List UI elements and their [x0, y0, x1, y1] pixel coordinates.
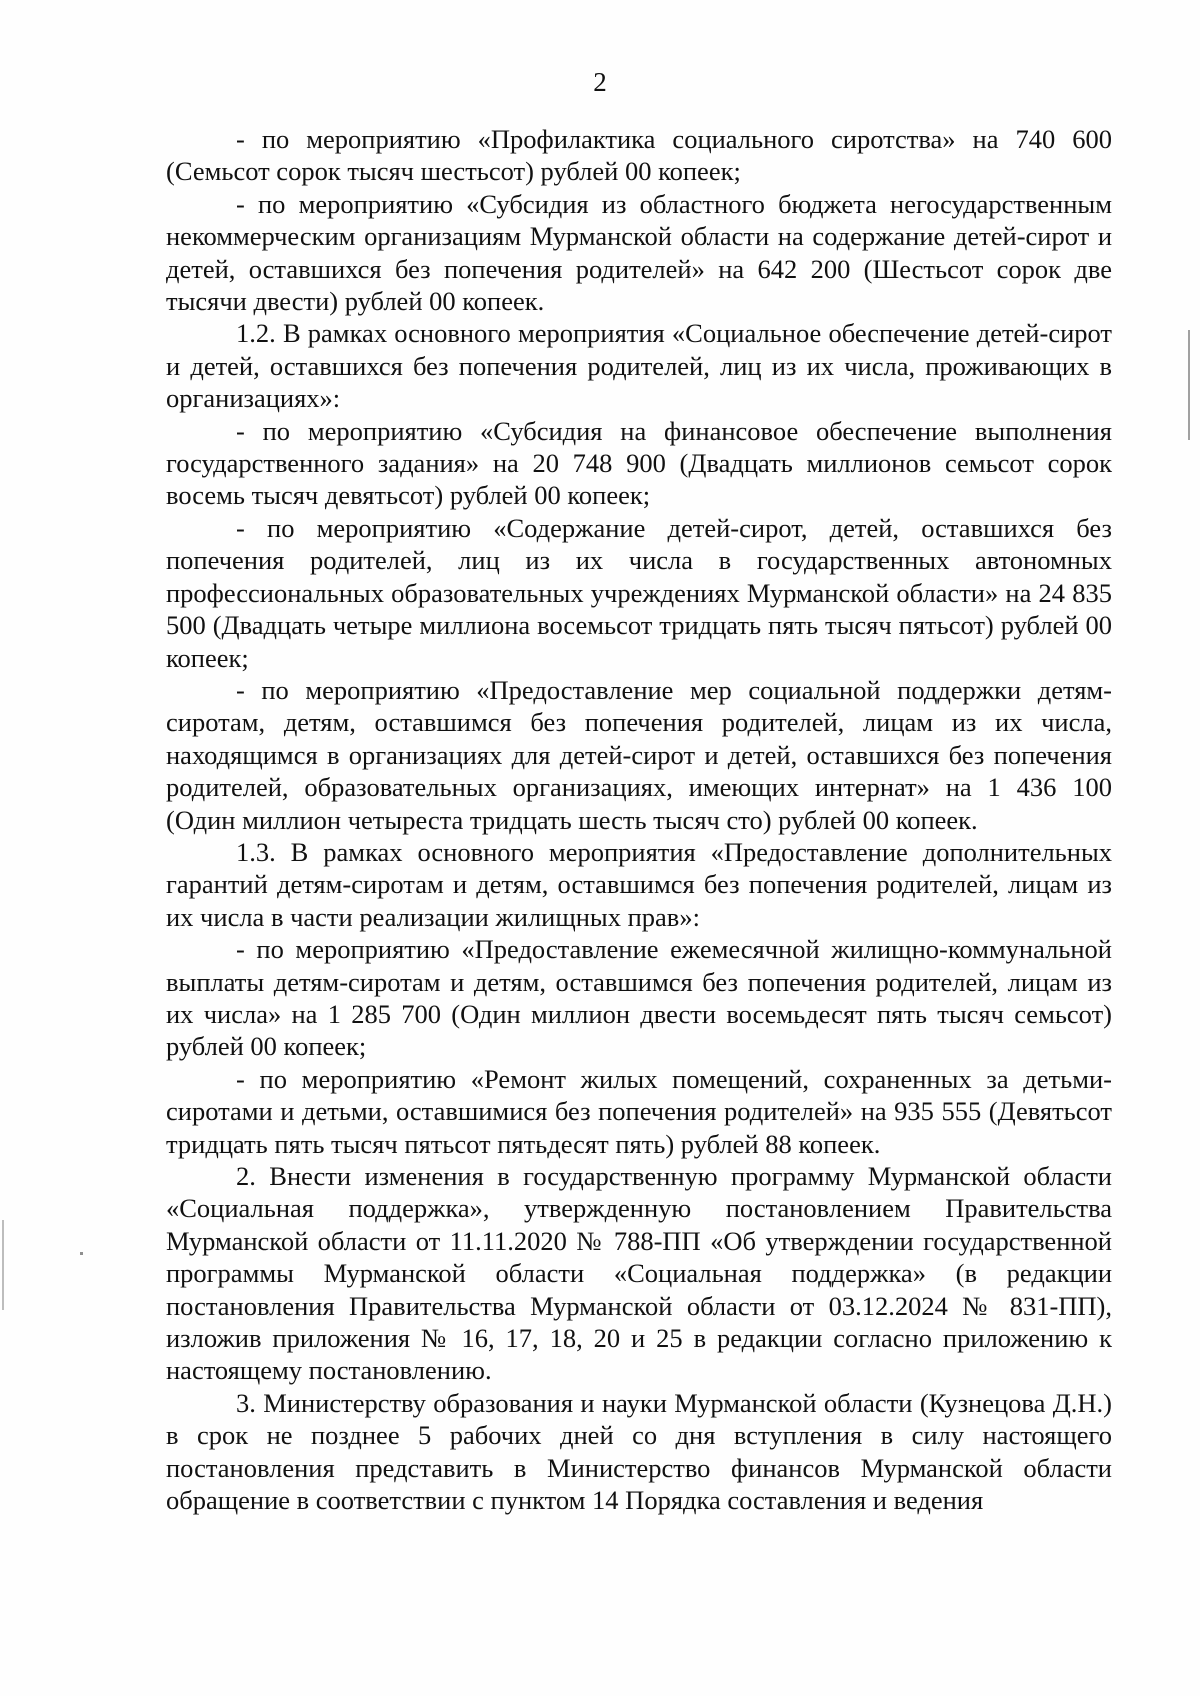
scan-artifact-left	[2, 1220, 4, 1310]
paragraph-6: - по мероприятию «Предоставление мер социальной поддержки детям-сиротам, детям, оставшимся без попечения родителей, лицам из их числа, находящимся в организациях для детей-сирот и детей, оставшихся без попечения родителей, образовательных организациях, имеющих интернат» на 1 436 100 (Один миллион четыреста тридцать шесть тысяч сто) рублей 00 копеек.	[166, 674, 1112, 835]
paragraph-10: 2. Внести изменения в государственную программу Мурманской области «Социальная поддержка», утвержденную постановлением Правительства Мурманской области от 11.11.2020 № 788-ПП «Об утверждении государственной программы Мурманской области «Социальная поддержка» (в редакции постановления Правительства Мурманской области от 03.12.2024 № 831-ПП), изложив приложения № 16, 17, 18, 20 и 25 в редакции согласно приложению к настоящему постановлению.	[166, 1161, 1112, 1386]
paragraph-4: - по мероприятию «Субсидия на финансовое обеспечение выполнения государственного задания» на 20 748 900 (Двадцать миллионов семьсот сорок восемь тысяч девятьсот) рублей 00 копеек;	[166, 415, 1112, 511]
paragraph-8: - по мероприятию «Предоставление ежемесячной жилищно-коммунальной выплаты детям-сиротам и детям, оставшимся без попечения родителей, лицам из их числа» на 1 285 700 (Один миллион двести восемьдесят пять тысяч семьсот) рублей 00 копеек;	[166, 934, 1112, 1062]
paragraph-5: - по мероприятию «Содержание детей-сирот, детей, оставшихся без попечения родителей, лиц из их числа в государственных автономных профессиональных образовательных учреждениях Мурманской области» на 24 835 500 (Двадцать четыре миллиона восемьсот тридцать пять тысяч пятьсот) рублей 00 копеек;	[166, 512, 1112, 673]
paragraph-9: - по мероприятию «Ремонт жилых помещений, сохраненных за детьми-сиротами и детьми, оставшимися без попечения родителей» на 935 555 (Девятьсот тридцать пять тысяч пятьсот пятьдесят пять) рублей 88 копеек.	[166, 1063, 1112, 1159]
paragraph-11: 3. Министерству образования и науки Мурманской области (Кузнецова Д.Н.) в срок не позднее 5 рабочих дней со дня вступления в силу настоящего постановления представить в Министерство финансов Мурманской области обращение в соответствии с пунктом 14 Порядка составления и ведения	[166, 1387, 1112, 1516]
page-number: 2	[593, 67, 607, 97]
paragraph-7: 1.3. В рамках основного мероприятия «Предоставление дополнительных гарантий детям-сиротам и детям, оставшимся без попечения родителей, лицам из их числа в части реализации жилищных прав»:	[166, 836, 1112, 932]
document-body	[166, 123, 1112, 1516]
paragraph-2: - по мероприятию «Субсидия из областного бюджета негосударственным некоммерческим организациям Мурманской области на содержание детей-сирот и детей, оставшихся без попечения родителей» на 642 200 (Шестьсот сорок две тысячи двести) рублей 00 копеек.	[166, 188, 1112, 317]
paragraph-1: - по мероприятию «Профилактика социального сиротства» на 740 600 (Семьсот сорок тысяч шестьсот) рублей 00 копеек;	[166, 124, 1112, 187]
scan-artifact-right	[1188, 330, 1190, 440]
scan-artifact-dot	[80, 1252, 83, 1255]
paragraph-3: 1.2. В рамках основного мероприятия «Социальное обеспечение детей-сирот и детей, оставшихся без попечения родителей, лиц из их числа, проживающих в организациях»:	[166, 318, 1112, 414]
